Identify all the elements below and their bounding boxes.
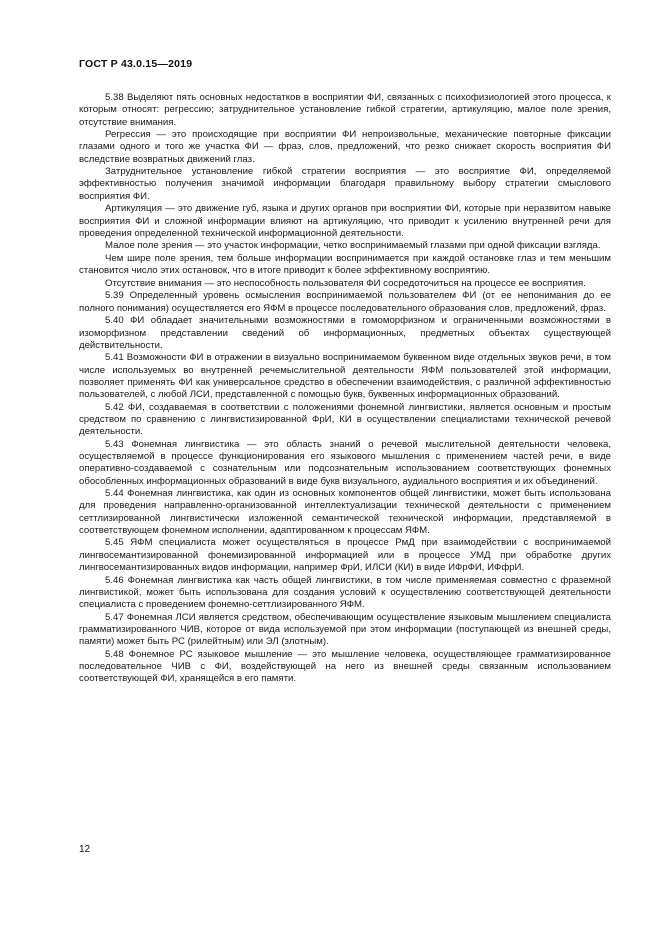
paragraph-5-44: 5.44 Фонемная лингвистика, как один из основных компонентов общей лингвистики, может быть использована для проведения направленно-организованной интеллектуализации технической деятельности с применением сеттлизированной лингвистически изложенной семантической технической информации, представляемой в соответствующем фонемном исполнении, адаптированном к процессам ЯФМ. bbox=[79, 488, 611, 536]
page-number: 12 bbox=[79, 844, 91, 855]
paragraph-5-48: 5.48 Фонемное РС языковое мышление — это мышление человека, осуществляющее грамматизированное последовательное ЧИВ с ФИ, воздействующей на него из внешней среды связанным использованием соответствующей ФИ, хранящейся в его памяти. bbox=[79, 648, 611, 685]
paragraph-5-42: 5.42 ФИ, создаваемая в соответствии с положениями фонемной лингвистики, является основным и простым средством по сравнению с лингвистизированной ФрИ, КИ в осуществлении специалистами технической речевой деятельности. bbox=[79, 401, 611, 438]
paragraph-5-39: 5.39 Определенный уровень осмысления воспринимаемой пользователем ФИ (от ее непонимания до ее полного понимания) осуществляется его ЯФМ в процессе последовательного образования слов, предложений, фраз. bbox=[79, 290, 611, 314]
paragraph-5-46: 5.46 Фонемная лингвистика как часть общей лингвистики, в том числе применяемая совместно с фраземной лингвистикой, может быть использована для создания условий к осуществлению соответствующей деятельности специалиста с проведением фонемно-сеттлизированного ЯФМ. bbox=[79, 574, 611, 611]
paragraph-wider-field: Чем шире поле зрения, тем больше информации воспринимается при каждой остановке глаз и тем меньшим становится число этих остановок, что в итоге приводит к более эффективному восприятию. bbox=[79, 252, 611, 277]
paragraph-flexible-strategy: Затруднительное установление гибкой стратегии восприятия — это восприятие ФИ, определяемой эффективностью получения значимой информации благодаря правильному выбору стратегии смыслового восприятия ФИ. bbox=[79, 166, 611, 202]
paragraph-5-47: 5.47 Фонемная ЛСИ является средством, обеспечивающим осуществление языковым мышлением специалиста грамматизированного ЧИВ, которое от вида используемой при этом информации (поступающей из внешней среды, памяти) может быть РС (рилейтным) или ЭЛ (злотным). bbox=[79, 611, 611, 648]
document-body bbox=[79, 92, 611, 686]
paragraph-5-45: 5.45 ЯФМ специалиста может осуществляться в процессе РмД при взаимодействии с воспринимаемой лингвосемантизированной фонемизированной информацией или в процессе УМД при обработке других лингвосемантизированных видов информации, например ФрИ, ИЛСИ (КИ) в виде ИФрФИ, ИФфрИ. bbox=[79, 537, 611, 573]
paragraph-5-43: 5.43 Фонемная лингвистика — это область знаний о речевой мыслительной деятельности человека, осуществляемой в процессе функционирования его языкового мышления с применением частей речи, в виде оперативно-создаваемой с сознательным или подсознательным использованием соответствующих фонемных обособленных информационных образований в виде букв визуального, аудиального восприятия и их объединений. bbox=[79, 438, 611, 487]
paragraph-5-38: 5.38 Выделяют пять основных недостатков в восприятии ФИ, связанных с психофизиологией этого процесса, к которым относят: регрессию; затруднительное установление гибкой стратегии, артикуляцию, малое поле зрения, отсутствие внимания. bbox=[79, 92, 611, 128]
paragraph-5-41: 5.41 Возможности ФИ в отражении в визуально воспринимаемом буквенном виде отдельных звуков речи, в том числе используемых во внутренней речемыслительной деятельности ЯФМ пользователей этой информации, позволяет применять ФИ как универсальное средство в обеспечении взаимодействия, с различной эффективностью пользователей, с любой ЛСИ, представленной с помощью букв, буквенных информационных образований. bbox=[79, 352, 611, 401]
paragraph-5-40: 5.40 ФИ обладает значительными возможностями в гомоморфизном и ограниченными возможностями в изоморфизном представлении сведений об информационных, предметных объектах существующей действительности. bbox=[79, 315, 611, 351]
paragraph-small-field-of-view: Малое поле зрения — это участок информации, четко воспринимаемый глазами при одной фиксации взгляда. bbox=[105, 240, 601, 252]
paragraph-articulation: Артикуляция — это движение губ, языка и других органов при восприятии ФИ, которые при неразвитом навыке восприятия ФИ и сложной информации влияют на артикуляцию, что приводит к усилению внутренней речи для проведения определенной технической информационной деятельности. bbox=[79, 203, 611, 239]
paragraph-lack-of-attention: Отсутствие внимания — это неспособность пользователя ФИ сосредоточиться на процессе ее восприятия. bbox=[105, 277, 586, 289]
document-code-header: ГОСТ Р 43.0.15—2019 bbox=[79, 58, 193, 70]
paragraph-regression: Регрессия — это происходящие при восприятии ФИ непроизвольные, механические повторные фиксации глазами одного и того же участка ФИ — фраз, слов, предложений, что резко снижает скорость восприятия ФИ вследствие возвратных движений глаз. bbox=[79, 129, 611, 165]
